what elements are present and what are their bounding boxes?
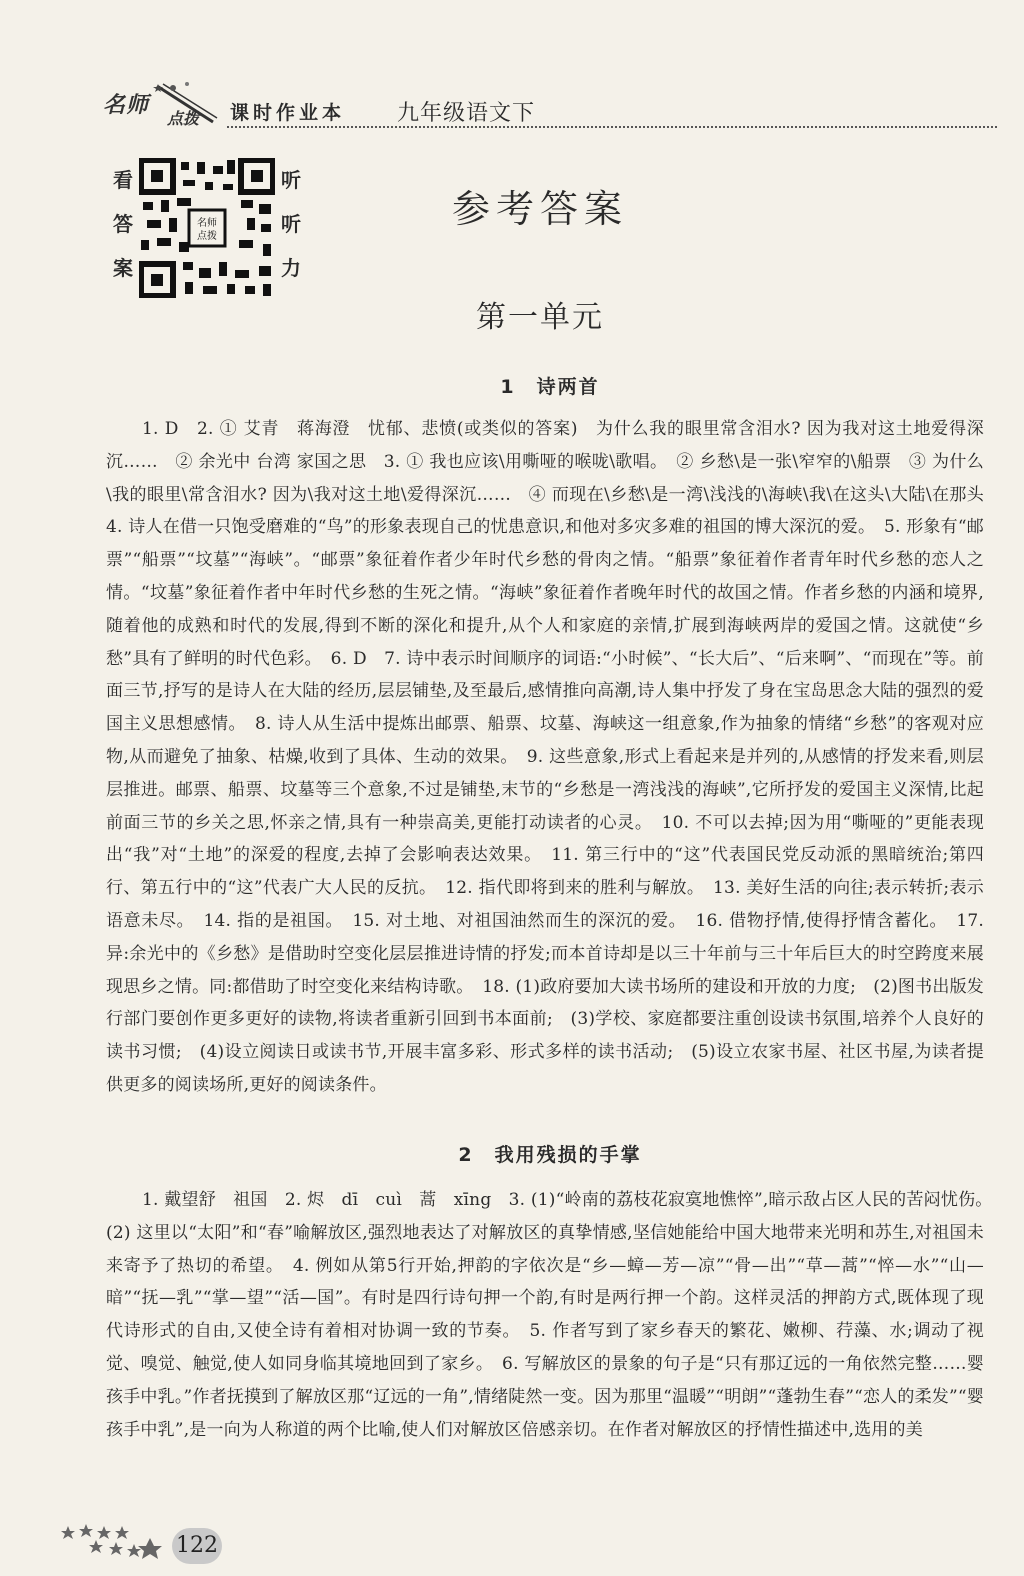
series-logo [95,78,227,128]
stars-decoration-icon [58,1520,178,1560]
section-body-1: 1. D 2. ① 艾青 蒋海澄 忧郁、悲愤(或类似的答案) 为什么我的眼里常含泪水? 因为我对这土地爱得深沉…… ② 余光中 台湾 家国之思 3. ① 我也应该\用嘶哑的喉咙\歌唱。 ② 乡愁\是一张\窄窄的\船票 ③ 为什么\我的眼里\常含泪水? 因为\我对这土地\爱得深沉…… ④ 而现在\乡愁\是一湾\浅浅的\海峡\我\在这头\大陆\在那头 4. 诗人在借一只饱受磨难的“鸟”的形象表现自己的忧患意识,和他对多灾多难的祖国的博大深沉的爱。 5. 形象有“邮票”“船票”“坟墓”“海峡”。“邮票”象征着作者少年时代乡愁的骨肉之情。“船票”象征着作者青年时代乡愁的恋人之情。“坟墓”象征着作者中年时代乡愁的生死之情。“海峡”象征着作者晚年时代的故国之情。作者乡愁的内涵和境界,随着他的成熟和时代的发展,得到不断的深化和提升,从个人和家庭的亲情,扩展到海峡两岸的爱国之情。这就使“乡愁”具有了鲜明的时代色彩。 6. D 7. 诗中表示时间顺序的词语:“小时候”、“长大后”、“后来啊”、“而现在”等。前面三节,抒写的是诗人在大陆的经历,层层铺垫,及至最后,感情推向高潮,诗人集中抒发了身在宝岛思念大陆的强烈的爱国主义思想感情。 8. 诗人从生活中提炼出邮票、船票、坟墓、海峡这一组意象,作为抽象的情绪“乡愁”的客观对应物,从而避免了抽象、枯燥,收到了具体、生动的效果。 9. 这些意象,形式上看起来是并列的,从感情的抒发来看,则层层推进。邮票、船票、坟墓等三个意象,不过是铺垫,末节的“乡愁是一湾浅浅的海峡”,它所抒发的爱国主义深情,比起前面三节的乡关之思,怀亲之情,具有一种崇高美,更能打动读者的心灵。 10. 不可以去掉;因为用“嘶哑的”更能表现出“我”对“土地”的深爱的程度,去掉了会影响表达效果。 11. 第三行中的“这”代表国民党反动派的黑暗统治;第四行、第五行中的“这”代表广大人民的反抗。 12. 指代即将到来的胜利与解放。 13. 美好生活的向往;表示转折;表示语意未尽。 14. 指的是祖国。 15. 对土地、对祖国油然而生的深沉的爱。 16. 借物抒情,使得抒情含蓄化。 17. 异:余光中的《乡愁》是借助时空变化层层推进诗情的抒发;而本首诗却是以三十年前与三十年后巨大的时空跨度来展现思乡之情。同:都借助了时空变化来结构诗歌。 18. (1)政府要加大读书场所的建设和开放的力度; (2)图书出版发行部门要创作更多更好的读物,将读者重新引回到书本面前; (3)学校、家庭都要注重创设读书氛围,培养个人良好的读书习惯; (4)设立阅读日或读书节,开展丰富多彩、形式多样的读书活动; (5)设立农家书屋、社区书屋,为读者提供更多的阅读场所,更好的阅读条件。 [106,419,1002,1095]
logo-main-text: 名师 [103,92,150,118]
section-title-2: 2 我用残损的手掌 [458,1144,642,1166]
book-grade: 九年级语文下 [397,101,536,126]
unit-title: 第一单元 [476,300,604,335]
page-header [95,78,1000,130]
qr-block [112,158,322,308]
logo-sub-text: 点拨 [167,109,200,128]
qr-left-label: 看 答 案 [113,168,133,280]
qr-center-mark-top: 名师 [197,218,217,229]
page-title: 参考答案 [451,187,628,231]
series-name: 课时作业本 [230,102,346,124]
section-body-2: 1. 戴望舒 祖国 2. 烬 dī cuì 蒿 xīng 3. (1)“岭南的荔枝花寂寞地憔悴”,暗示敌占区人民的苦闷忧伤。 (2) 这里以“太阳”和“春”喻解放区,强烈地表达了对解放区的真挚情感,坚信她能给中国大地带来光明和苏生,对祖国未来寄予了热切的希望。 4. 例如从第5行开始,押韵的字依次是“乡—蟑—芳—凉”“骨—出”“草—蒿”“悴—水”“山—暗”“抚—乳”“掌—望”“活—国”。有时是四行诗句押一个韵,有时是两行押一个韵。这样灵活的押韵方式,既体现了现代诗形式的自由,又使全诗有着相对协调一致的节奏。 5. 作者写到了家乡春天的繁花、嫩柳、荇藻、水;调动了视觉、嗅觉、触觉,使人如同身临其境地回到了家乡。 6. 写解放区的景象的句子是“只有那辽远的一角依然完整……婴孩手中乳。”作者抚摸到了解放区那“辽远的一角”,情绪陡然一变。因为那里“温暖”“明朗”“蓬勃生春”“恋人的柔发”“婴孩手中乳”,是一向为人称道的两个比喻,使人们对解放区倍感亲切。在作者对解放区的抒情性描述中,选用的美 [106,1190,1002,1440]
page-number: 122 [172,1528,222,1564]
qr-right-label: 听 听 力 [281,168,301,280]
qr-center-mark-bottom: 点拨 [197,231,217,242]
header-divider [227,126,997,128]
section-title-1: 1 诗两首 [500,376,600,398]
qr-code-icon[interactable] [139,158,275,298]
